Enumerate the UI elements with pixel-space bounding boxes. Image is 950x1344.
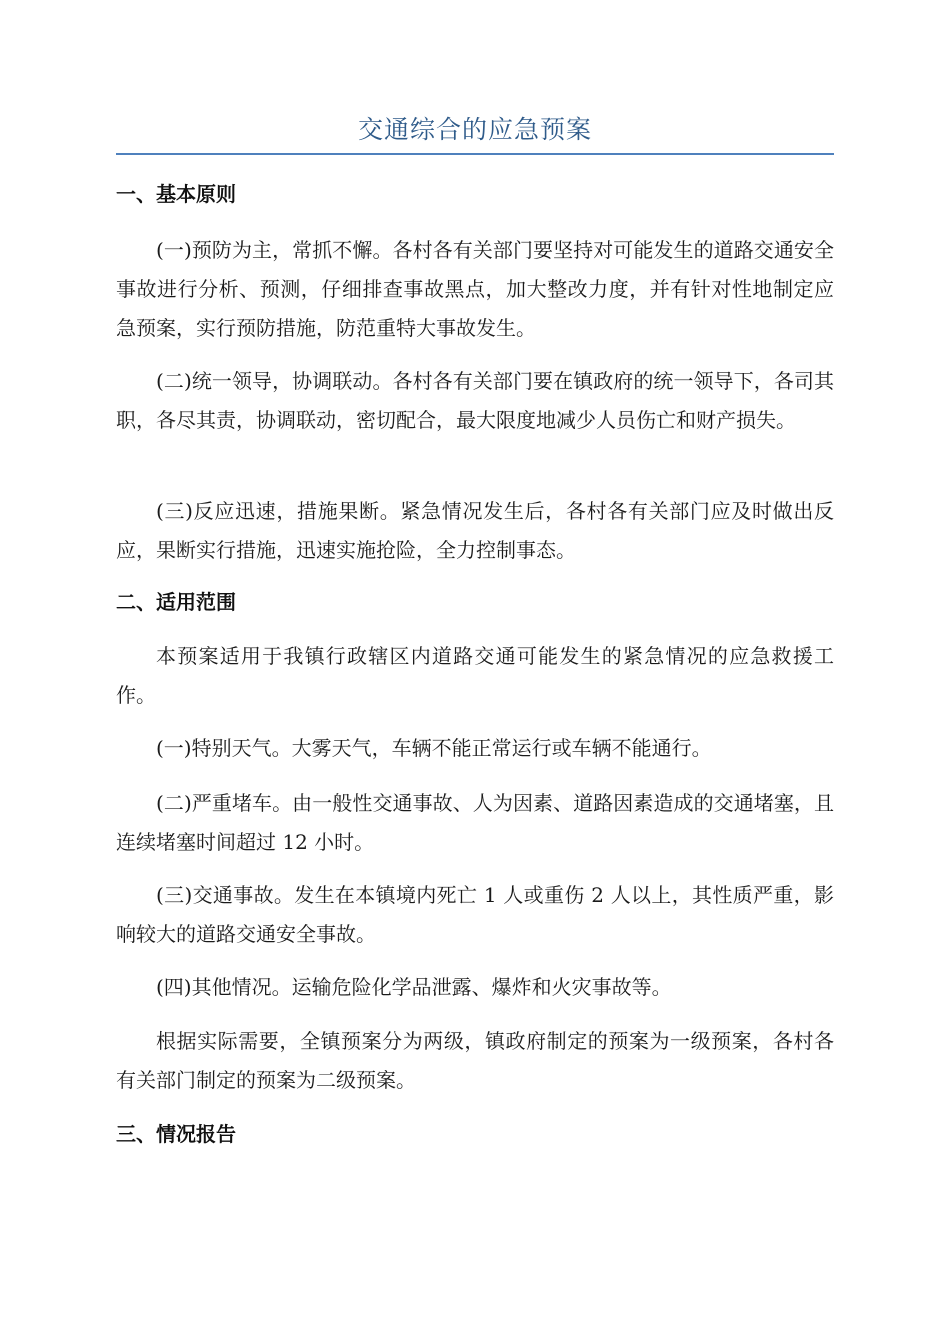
paragraph: (一)特别天气。大雾天气，车辆不能正常运行或车辆不能通行。 <box>156 736 712 760</box>
paragraph: (三)反应迅速，措施果断。紧急情况发生后，各村各有关部门应及时做出反应，果断实行措施，迅速实施抢险，全力控制事态。 <box>116 499 834 562</box>
document-title: 交通综合的应急预案 <box>357 115 592 144</box>
section-heading-principles: 一、基本原则 <box>116 182 236 206</box>
paragraph: (四)其他情况。运输危险化学品泄露、爆炸和火灾事故等。 <box>156 975 672 999</box>
paragraph: 根据实际需要，全镇预案分为两级，镇政府制定的预案为一级预案，各村各有关部门制定的预案为二级预案。 <box>116 1029 834 1092</box>
paragraph: 本预案适用于我镇行政辖区内道路交通可能发生的紧急情况的应急救援工作。 <box>116 644 834 707</box>
paragraph: (三)交通事故。发生在本镇境内死亡 1 人或重伤 2 人以上，其性质严重，影响较大的道路交通安全事故。 <box>116 883 834 946</box>
section-heading-scope: 二、适用范围 <box>116 590 236 614</box>
paragraph: (二)严重堵车。由一般性交通事故、人为因素、道路因素造成的交通堵塞，且连续堵塞时间超过 12 小时。 <box>116 791 834 854</box>
paragraph: (二)统一领导，协调联动。各村各有关部门要在镇政府的统一领导下，各司其职，各尽其责，协调联动，密切配合，最大限度地减少人员伤亡和财产损失。 <box>116 369 834 432</box>
title-divider <box>116 153 834 155</box>
section-heading-report: 三、情况报告 <box>116 1122 236 1146</box>
paragraph: (一)预防为主，常抓不懈。各村各有关部门要坚持对可能发生的道路交通安全事故进行分析、预测，仔细排查事故黑点，加大整改力度，并有针对性地制定应急预案，实行预防措施，防范重特大事故发生。 <box>116 238 834 340</box>
